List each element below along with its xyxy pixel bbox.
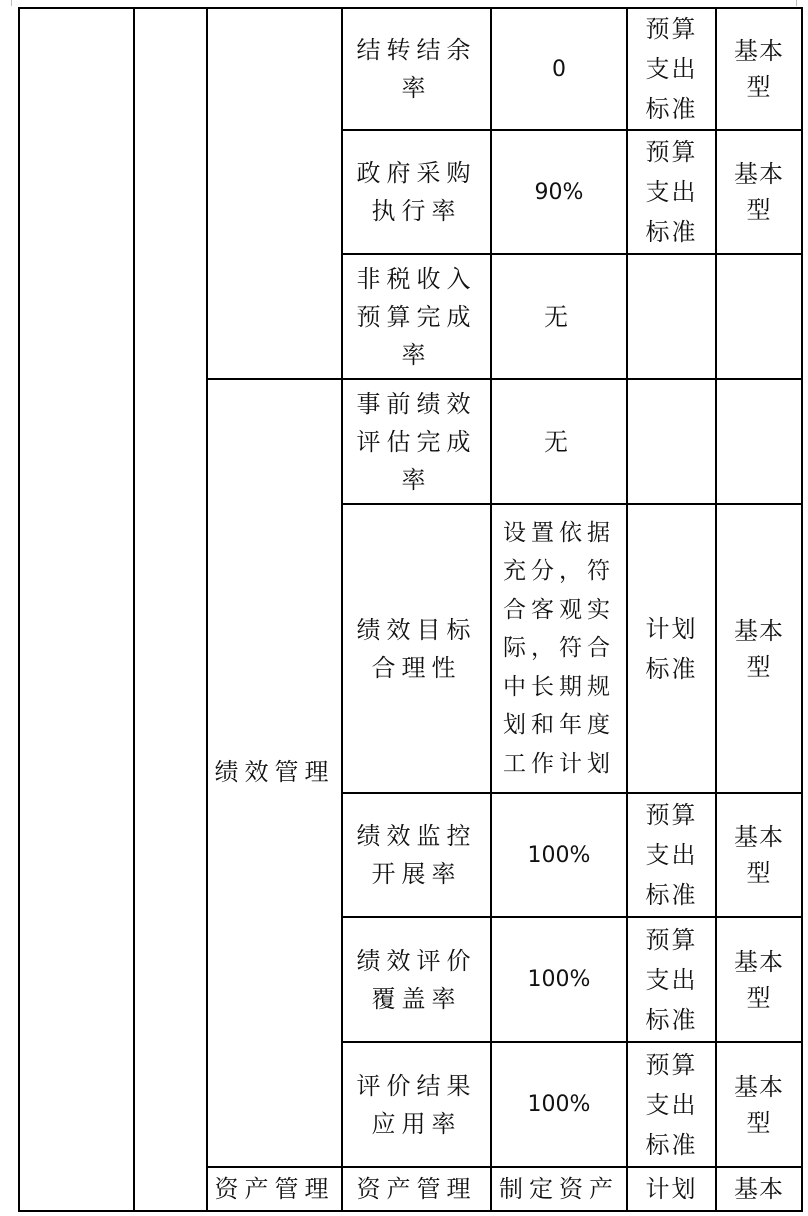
grid-line xyxy=(801,7,803,1212)
grid-line xyxy=(18,1210,803,1212)
standard-cell: 预算 支出 标准 xyxy=(645,138,698,246)
standard-cell: 计划 标准 xyxy=(645,614,698,683)
standard-cell xyxy=(628,255,715,378)
value-cell: 100% xyxy=(527,842,591,868)
grid-line xyxy=(133,7,135,1212)
value-cell: 制定资产 xyxy=(499,1175,619,1203)
type-cell: 基本 型 xyxy=(734,616,784,681)
indicator-cell: 事前绩效 评估完成 率 xyxy=(356,389,477,494)
type-cell xyxy=(717,255,801,378)
type-cell: 基本 型 xyxy=(734,1072,784,1137)
standard-cell xyxy=(628,380,715,503)
value-cell: 设置依据 充分，符 合客观实 际，符合 中长期规 划和年度 工作计划 xyxy=(503,519,615,777)
value-cell: 0 xyxy=(552,56,566,82)
indicator-cell: 资产管理 xyxy=(356,1175,477,1203)
standard-cell: 预算 支出 标准 xyxy=(645,801,698,909)
indicator-cell: 绩效监控 开展率 xyxy=(356,822,477,888)
value-cell: 100% xyxy=(527,1092,591,1117)
indicator-cell: 绩效评价 覆盖率 xyxy=(356,946,477,1013)
corner-tick-right xyxy=(796,0,797,6)
indicator-cell: 结转结余 率 xyxy=(356,36,477,102)
type-cell: 基本 型 xyxy=(734,947,784,1012)
category-cell-performance xyxy=(208,750,341,794)
standard-cell: 预算 支出 标准 xyxy=(645,1050,698,1159)
category-label: 绩效管理 xyxy=(214,758,335,786)
type-cell: 基本 型 xyxy=(734,160,784,224)
indicator-cell: 评价结果 应用率 xyxy=(356,1071,477,1138)
value-cell: 无 xyxy=(544,427,574,456)
type-cell: 基本 型 xyxy=(734,37,784,101)
indicator-cell: 非税收入 预算完成 率 xyxy=(356,264,477,369)
standard-cell: 预算 支出 标准 xyxy=(645,925,698,1034)
type-cell: 基本 xyxy=(734,1175,784,1203)
category-cell-asset: 资产管理 xyxy=(214,1175,335,1203)
indicator-cell: 政府采购 执行率 xyxy=(356,159,477,225)
grid-line xyxy=(206,7,208,1212)
value-cell: 无 xyxy=(544,302,574,331)
type-cell xyxy=(717,380,801,503)
corner-tick-left xyxy=(11,0,12,6)
indicator-cell: 绩效目标 合理性 xyxy=(356,615,477,682)
standard-cell: 预算 支出 标准 xyxy=(645,15,698,123)
grid-line xyxy=(18,7,20,1212)
value-cell: 90% xyxy=(534,179,584,205)
type-cell: 基本 型 xyxy=(734,823,784,887)
value-cell: 100% xyxy=(527,967,591,992)
standard-cell: 计划 xyxy=(645,1175,698,1203)
